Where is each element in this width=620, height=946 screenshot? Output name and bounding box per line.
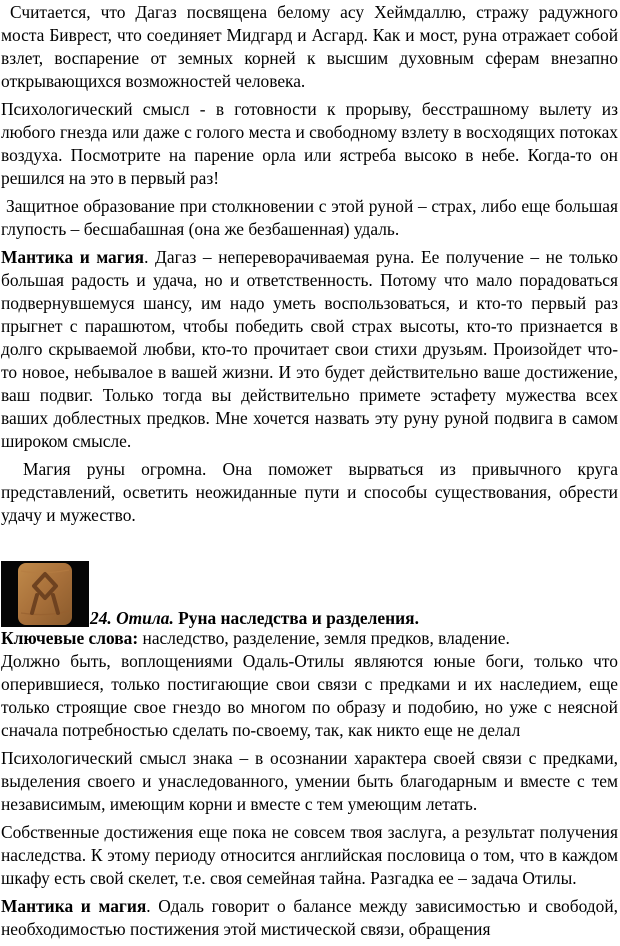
othala-rune-tile-icon <box>1 561 89 627</box>
mantika-heading-2: Мантика и магия <box>1 896 147 916</box>
paragraph-heimdall: Считается, что Дагаз посвящена белому асу Хеймдаллю, стражу радужного моста Биврест, что соединяет Мидгард и Асгард. Как и мост, руна отражает собой взлет, воспарение от земных корней к высшим духовным сферам внезапно открывающихся возможностей человека. <box>1 2 618 91</box>
keywords-line <box>1 627 618 650</box>
paragraph-mantika-dagaz <box>1 246 618 453</box>
rune-title-subtitle: Руна наследства и разделения. <box>173 608 419 628</box>
rune-section-header <box>1 561 618 627</box>
mantika-text-2: . Одаль говорит о балансе между зависимостью и свободой, необходимостью постижения этой мистической связи, обращения <box>1 896 618 939</box>
paragraph-psych-othala: Психологический смысл знака – в осознании характера своей связи с предками, выделения своего и унаследованного, умении быть благодарным и вместе с тем независимым, имеющим корни и вместе с тем умеющим летать. <box>1 748 618 814</box>
paragraph-defense-dagaz: Защитное образование при столкновении с этой руной – страх, либо еще большая глупость – бесшабашная (она же безбашенная) удаль. <box>1 196 618 239</box>
paragraph-inheritance: Собственные достижения еще пока не совсем твоя заслуга, а результат получения наследства. К этому периоду относится английская пословица о том, что в каждом шкафу есть свой скелет, т.е. своя семейная тайна. Разгадка ее – задача Отилы. <box>1 822 618 888</box>
rune-title-number: 24. Отила. <box>90 608 174 628</box>
paragraph-magic-dagaz: Магия руны огромна. Она поможет вырваться из привычного круга представлений, осветить неожиданные пути и способы существования, обрести удачу и мужество. <box>1 459 618 525</box>
paragraph-mantika-othala <box>1 895 618 941</box>
keywords-text: наследство, разделение, земля предков, владение. <box>138 628 510 648</box>
paragraph-psych-dagaz: Психологический смысл - в готовности к прорыву, бесстрашному вылету из любого гнезда или даже с голого места и свободному взлету в восходящих потоках воздуха. Посмотрите на парение орла или ястреба высоко в небе. Когда-то он решился на это в первый раз! <box>1 99 618 188</box>
paragraph-young-gods: Должно быть, воплощениями Одаль-Отилы являются юные боги, только что оперившиеся, только постигающие свои связи с предками и их наследием, еще только строящие свое гнездо во многом по образу и подобию, но уже с неясной сначала потребностью сделать по-своему, так, как никто еще не делал <box>1 651 618 740</box>
mantika-text: . Дагаз – непереворачиваемая руна. Ее получение – не только большая радость и удача, но и ответственность. Потому что мало порадоваться подвернувшемуся шансу, им надо уметь воспользоваться, и кто-то первый раз прыгнет с парашютом, чтобы победить свой страх высоты, кто-то признается в долго скрываемой любви, кто-то прочитает свои стихи друзьям. Произойдет что-то новое, небывалое в вашей жизни. И это будет действительно ваше достижение, ваш подвиг. Только тогда вы действительно примете эстафету мужества всех ваших доблестных предков. Мне хочется назвать эту руну руной подвига в самом широком смысле. <box>1 247 618 451</box>
keywords-label: Ключевые слова: <box>1 628 139 648</box>
rune-title <box>90 607 419 630</box>
mantika-heading: Мантика и магия <box>1 247 145 267</box>
